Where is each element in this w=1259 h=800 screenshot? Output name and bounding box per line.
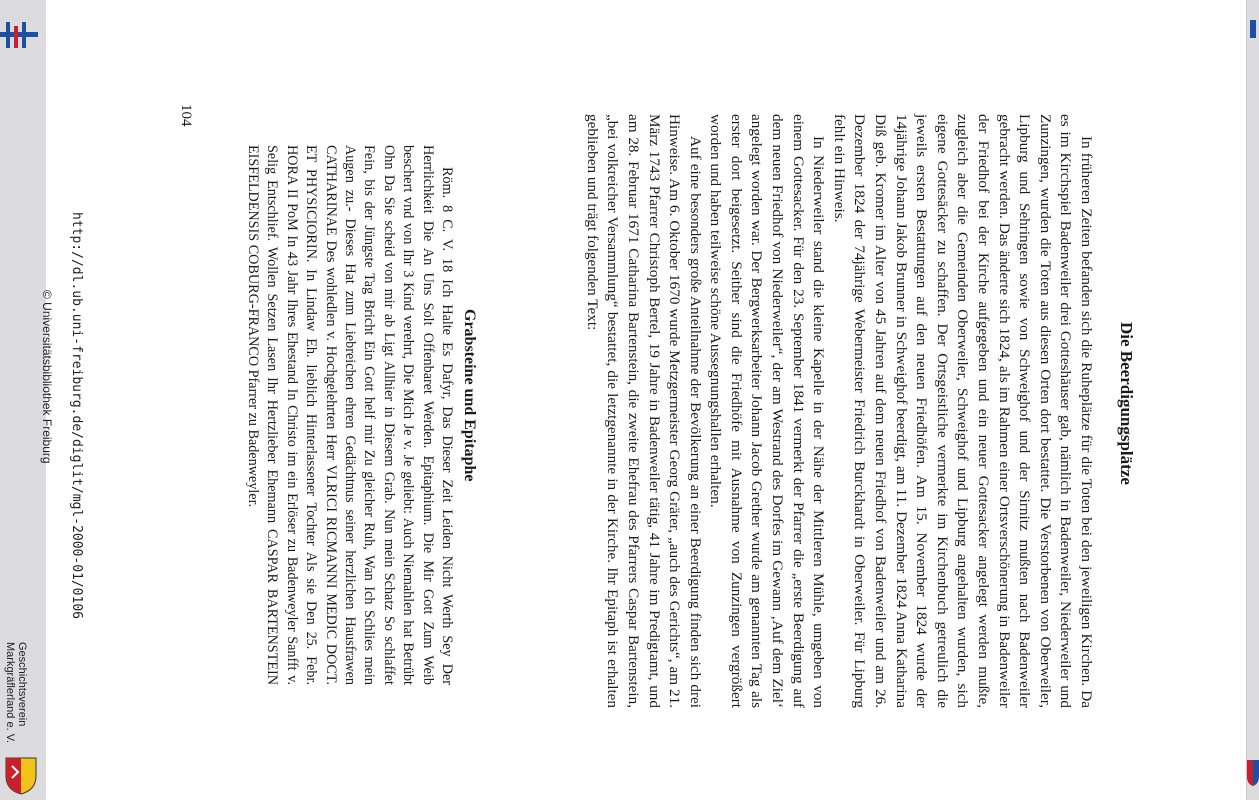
right-viewer-rail xyxy=(1246,0,1259,800)
coat-of-arms-icon xyxy=(0,752,44,796)
publisher-line: Geschichtsverein xyxy=(16,642,28,727)
university-logo-icon xyxy=(0,18,38,52)
body-text xyxy=(581,114,1096,708)
document-page xyxy=(4,0,1247,800)
epitaph-paragraph: Röm. 8 C. V. 18 Ich Halte Es Dafyr, Das Dieser Zeit Leiden Nicht Werth Sey Der Herrlichkeit Die An Uns Solt Offenbaret Werden. Epitaphium. Die Mir Gott Zum Weib beschert vnd von Ihr 3 Kind verehrt, Die Mich Je v. Je geliebt: Auch Niemahlen hat Betrübt Ohn Da Sie scheid von mir ab Ligt Allhier in Diesem Grab. Nun mein Schatz So schlaffet Fein, bis der Jüngste Tag Bricht Ein Gott helf mir Zu gleicher Ruh, Wan Ich Schlies mein Augen zu.- Dieses Hat zum Liebreichen ehren Gedächtnus seiner herzlichen Hausfrawen CATHARINAE Des wohledlen v. Hochgelehrten Herr VLRICI RICMANNI MEDIC DOCT. ET PHYSICIORIN. In Lindaw Eh. lieblich Hinterlassener Tochter Als sie Den 25. Febr. HORA II PoM In 43 Jahr Ihres Ehestand In Christo im ein Erlöser zu Badenweyler Sanfft v. Selig Entschlief. Wollen Setzen Lasen Ihr Hertzlieber Ehemann CASPAR BARTENSTEIN EISFELDENSIS COBURG-FRANCO Pfarrer zu Badenweyler. xyxy=(244,145,455,685)
university-logo-icon xyxy=(1250,20,1256,38)
paragraph: Auf eine besonders große Anteilnahme der Bevölkerung an einer Beerdigung finden sich drei Hinweise. Am 6. Oktober 1670 wurde Metzgermeister Georg Gräter, „auch des Gerichts“, am 21. März 1743 Pfarrer Christoph Bertel, 19 Jahre in Badenweiler tätig, 41 Jahre im Predigtamt, und am 28. Februar 1671 Catharina Bartenstein, die zweite Ehefrau des Pfarrers Caspar Bartenstein, „bei volkreicher Versammlung“ bestattet, die letztgenannte in der Kirche. Ihr Epitaph ist erhalten geblieben und trägt folgenden Text: xyxy=(583,114,704,708)
copyright-notice: © Universitätsbibliothek Freiburg xyxy=(40,290,54,464)
permalink-url[interactable]: http://dl.ub.uni-freiburg.de/diglit/mgl-2000-01/0106 xyxy=(69,212,84,619)
page-number: 104 xyxy=(178,104,194,127)
section-heading: Grabsteine und Epitaphe xyxy=(461,309,478,482)
coat-of-arms-icon xyxy=(1247,758,1259,788)
paragraph: In Niederweiler stand die kleine Kapelle in der Nähe der Mittleren Mühle, umgeben von einem Gottesacker. Für den 23. September 1841 vermerkt der Pfarrer die „erste Beerdigung auf dem neuen Friedhof von Niederweiler“, der am Westrand des Dorfes im Gewann ‚Auf dem Ziel‘ angelegt worden war. Der Bergwerksarbeiter Johann Jacob Grether wurde am genannten Tag als erster dort beigesetzt. Seither sind die Friedhöfe mit Ausnahme von Zunzingen vergrößert worden und haben teilweise schöne Aussegnungshallen erhalten. xyxy=(707,114,828,708)
paragraph: In früheren Zeiten befanden sich die Ruheplätze für die Toten bei den jeweiligen Kirchen. Da es im Kirchspiel Badenweiler drei Gotteshäuser gab, nämlich in Badenweiler, Niederweiler und Zunzingen, wurden die Toten aus diesen Orten dort bestattet. Die Verstorbenen von Oberweiler, Lipburg und Sehringen sowie von Schweighof und der Sirnitz mußten nach Badenweiler gebracht werden. Das änderte sich 1824, als im Rahmen einer Ortsverschönerung in Badenweiler der Friedhof bei der Kirche aufgegeben und ein neuer Gottesacker angelegt werden mußte, zugleich aber die Gemeinden Oberweiler, Schweighof und Lipburg angehalten wurden, sich eigene Gottesäcker zu schaffen. Der Ortsgeistliche vermerkte im Kirchenbuch getreulich die jeweils ersten Bestattungen auf den neuen Friedhöfen. Am 15. November 1824 wurde der 14jährige Johann Jakob Brunner in Schweighof beerdigt, am 11. Dezember 1824 Anna Katharina Diß geb. Kromer im Alter von 45 Jahren auf dem neuen Friedhof von Badenweiler und am 26. Dezember 1824 der 74jährige Webermeister Friedrich Burckhardt in Oberweiler. Für Lipburg fehlt ein Hinweis. xyxy=(830,114,1095,708)
publisher-line: Markgräflerland e. V. xyxy=(4,642,16,744)
page-title: Die Beerdigungsplätze xyxy=(1117,322,1136,485)
publisher-name xyxy=(4,642,28,743)
epitaph-text xyxy=(243,145,456,685)
